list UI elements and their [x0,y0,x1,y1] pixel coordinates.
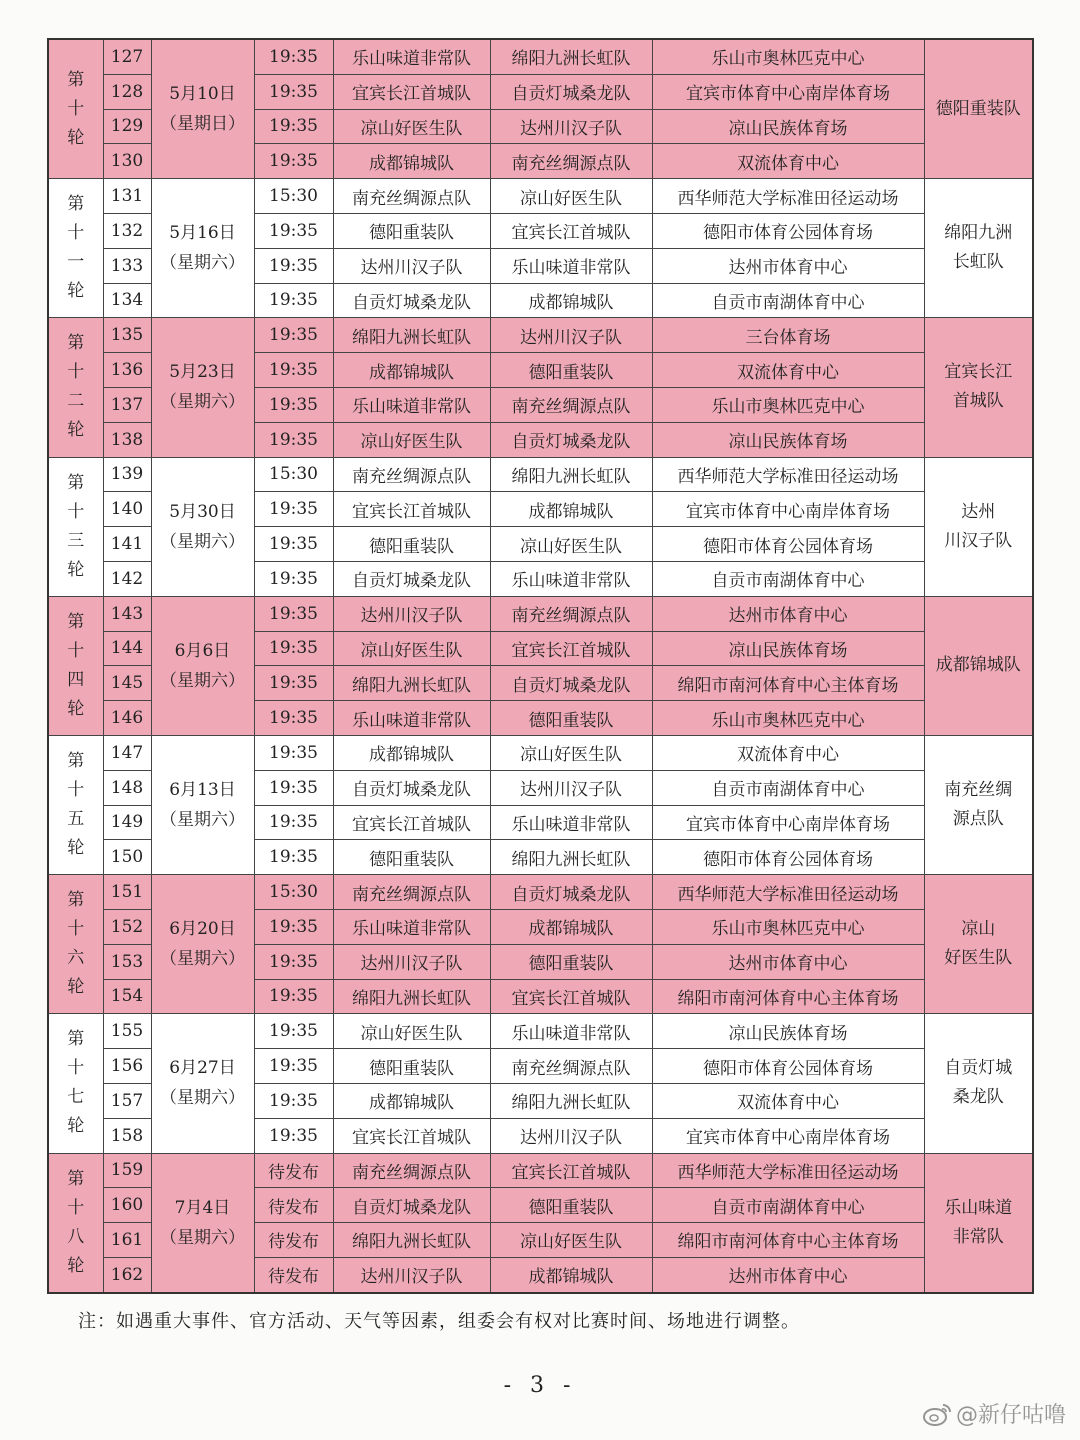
date-cell [151,457,254,596]
away-team: 凉山好医生队 [490,735,652,770]
match-number: 155 [103,1014,151,1049]
home-team: 宜宾长江首城队 [333,492,490,527]
kickoff-time: 19:35 [254,283,333,318]
away-team: 南充丝绸源点队 [490,387,652,422]
away-team: 自贡灯城桑龙队 [490,666,652,701]
home-team: 成都锦城队 [333,144,490,179]
kickoff-time: 19:35 [254,909,333,944]
away-team: 绵阳九洲长虹队 [490,1083,652,1118]
venue: 双流体育中心 [652,735,924,770]
bye-team-cell [924,1153,1033,1293]
match-number: 137 [103,387,151,422]
venue: 双流体育中心 [652,144,924,179]
home-team: 凉山好医生队 [333,631,490,666]
kickoff-time: 19:35 [254,527,333,562]
date-cell [151,39,254,179]
venue: 三台体育场 [652,318,924,353]
match-number: 127 [103,39,151,74]
match-weekday: （星期六） [160,1088,245,1109]
home-team: 达州川汉子队 [333,944,490,979]
venue: 乐山市奥林匹克中心 [652,701,924,736]
home-team: 宜宾长江首城队 [333,74,490,109]
match-number: 134 [103,283,151,318]
home-team: 成都锦城队 [333,1083,490,1118]
away-team: 南充丝绸源点队 [490,596,652,631]
round-cell [48,39,103,179]
bye-team: 成都锦城队 [935,655,1021,676]
venue: 达州市体育中心 [652,944,924,979]
bye-team: 非常队 [952,1226,1004,1247]
venue: 凉山民族体育场 [652,1014,924,1049]
match-date: 6月6日 [174,640,231,661]
kickoff-time: 19:35 [254,735,333,770]
bye-team: 德阳重装队 [935,98,1021,119]
venue: 西华师范大学标准田径运动场 [652,1153,924,1188]
kickoff-time: 19:35 [254,1118,333,1153]
match-number: 128 [103,74,151,109]
bye-team-cell [924,457,1033,596]
venue: 宜宾市体育中心南岸体育场 [652,805,924,840]
home-team: 绵阳九洲长虹队 [333,666,490,701]
date-cell [151,1014,254,1153]
table-row [48,457,1033,492]
venue: 自贡市南湖体育中心 [652,561,924,596]
away-team: 乐山味道非常队 [490,805,652,840]
bye-team-cell [924,318,1033,457]
match-number: 161 [103,1223,151,1258]
match-number: 136 [103,353,151,388]
round-label: 第十六轮 [67,890,85,998]
home-team: 自贡灯城桑龙队 [333,1188,490,1223]
home-team: 绵阳九洲长虹队 [333,979,490,1014]
home-team: 德阳重装队 [333,840,490,875]
bye-team: 桑龙队 [952,1087,1004,1108]
table-row [48,1153,1033,1188]
watermark-text: @新仔咕噜 [955,1403,1066,1428]
match-number: 147 [103,735,151,770]
home-team: 成都锦城队 [333,353,490,388]
venue: 双流体育中心 [652,353,924,388]
bye-team: 好医生队 [944,948,1013,969]
away-team: 成都锦城队 [490,909,652,944]
venue: 乐山市奥林匹克中心 [652,387,924,422]
bye-team-cell [924,596,1033,735]
match-number: 159 [103,1153,151,1188]
venue: 西华师范大学标准田径运动场 [652,875,924,910]
watermark [922,1398,1066,1429]
match-number: 150 [103,840,151,875]
round-cell [48,875,103,1014]
venue: 达州市体育中心 [652,248,924,283]
match-number: 153 [103,944,151,979]
match-number: 152 [103,909,151,944]
bye-team: 自贡灯城 [944,1058,1013,1079]
match-number: 158 [103,1118,151,1153]
table-row [48,596,1033,631]
venue: 宜宾市体育中心南岸体育场 [652,492,924,527]
match-weekday: （星期六） [160,392,245,413]
bye-team: 凉山 [961,919,996,940]
away-team: 达州川汉子队 [490,109,652,144]
kickoff-time: 19:35 [254,701,333,736]
home-team: 德阳重装队 [333,527,490,562]
match-number: 162 [103,1257,151,1292]
venue: 乐山市奥林匹克中心 [652,909,924,944]
bye-team-cell [924,1014,1033,1153]
match-date: 6月27日 [169,1058,236,1079]
table-row [48,735,1033,770]
away-team: 乐山味道非常队 [490,248,652,283]
match-number: 145 [103,666,151,701]
match-weekday: （星期日） [160,114,245,135]
match-number: 132 [103,213,151,248]
away-team: 自贡灯城桑龙队 [490,422,652,457]
kickoff-time: 19:35 [254,353,333,388]
venue: 西华师范大学标准田径运动场 [652,457,924,492]
kickoff-time: 19:35 [254,74,333,109]
kickoff-time: 19:35 [254,387,333,422]
kickoff-time: 15:30 [254,457,333,492]
home-team: 乐山味道非常队 [333,909,490,944]
kickoff-time: 19:35 [254,561,333,596]
bye-team: 宜宾长江 [944,362,1013,383]
home-team: 凉山好医生队 [333,422,490,457]
away-team: 自贡灯城桑龙队 [490,74,652,109]
match-date: 5月23日 [169,362,236,383]
match-weekday: （星期六） [160,949,245,970]
match-number: 135 [103,318,151,353]
away-team: 宜宾长江首城队 [490,979,652,1014]
round-cell [48,457,103,596]
footnote: 注：如遇重大事件、官方活动、天气等因素，组委会有权对比赛时间、场地进行调整。 [78,1311,800,1332]
away-team: 南充丝绸源点队 [490,1049,652,1084]
away-team: 乐山味道非常队 [490,561,652,596]
match-weekday: （星期六） [160,810,245,831]
kickoff-time: 19:35 [254,1014,333,1049]
home-team: 成都锦城队 [333,735,490,770]
away-team: 宜宾长江首城队 [490,213,652,248]
date-cell [151,318,254,457]
match-weekday: （星期六） [160,253,245,274]
kickoff-time: 19:35 [254,666,333,701]
venue: 德阳市体育公园体育场 [652,840,924,875]
home-team: 自贡灯城桑龙队 [333,283,490,318]
venue: 宜宾市体育中心南岸体育场 [652,74,924,109]
away-team: 德阳重装队 [490,353,652,388]
home-team: 南充丝绸源点队 [333,1153,490,1188]
match-date: 5月30日 [169,501,236,522]
round-label: 第十三轮 [67,472,85,580]
away-team: 成都锦城队 [490,283,652,318]
home-team: 宜宾长江首城队 [333,1118,490,1153]
match-number: 133 [103,248,151,283]
home-team: 凉山好医生队 [333,1014,490,1049]
round-label: 第十八轮 [67,1168,85,1276]
away-team: 凉山好医生队 [490,179,652,214]
match-number: 141 [103,527,151,562]
away-team: 绵阳九洲长虹队 [490,39,652,74]
bye-team-cell [924,875,1033,1014]
date-cell [151,596,254,735]
kickoff-time: 19:35 [254,1049,333,1084]
venue: 凉山民族体育场 [652,109,924,144]
kickoff-time: 待发布 [254,1223,333,1258]
match-date: 6月20日 [169,919,236,940]
venue: 自贡市南湖体育中心 [652,770,924,805]
bye-team-cell [924,735,1033,874]
match-number: 131 [103,179,151,214]
kickoff-time: 19:35 [254,596,333,631]
away-team: 达州川汉子队 [490,770,652,805]
home-team: 乐山味道非常队 [333,701,490,736]
kickoff-time: 19:35 [254,631,333,666]
bye-team: 首城队 [952,391,1004,412]
home-team: 德阳重装队 [333,1049,490,1084]
date-cell [151,735,254,874]
kickoff-time: 19:35 [254,770,333,805]
date-cell [151,179,254,318]
match-number: 138 [103,422,151,457]
round-cell [48,179,103,318]
venue: 德阳市体育公园体育场 [652,527,924,562]
match-number: 130 [103,144,151,179]
round-label: 第十七轮 [67,1029,85,1137]
bye-team: 源点队 [952,809,1004,830]
bye-team: 绵阳九洲 [944,223,1013,244]
away-team: 南充丝绸源点队 [490,144,652,179]
away-team: 德阳重装队 [490,1188,652,1223]
bye-team-cell [924,39,1033,179]
bye-team: 川汉子队 [944,530,1013,551]
away-team: 达州川汉子队 [490,318,652,353]
venue: 达州市体育中心 [652,1257,924,1292]
match-number: 148 [103,770,151,805]
away-team: 绵阳九洲长虹队 [490,840,652,875]
schedule-table [47,38,1034,1294]
away-team: 乐山味道非常队 [490,1014,652,1049]
away-team: 成都锦城队 [490,1257,652,1292]
match-date: 5月10日 [169,84,236,105]
venue: 绵阳市南河体育中心主体育场 [652,666,924,701]
kickoff-time: 19:35 [254,144,333,179]
bye-team: 长虹队 [952,252,1004,273]
table-row [48,179,1033,214]
kickoff-time: 19:35 [254,492,333,527]
venue: 德阳市体育公园体育场 [652,213,924,248]
home-team: 达州川汉子队 [333,1257,490,1292]
away-team: 德阳重装队 [490,944,652,979]
venue: 绵阳市南河体育中心主体育场 [652,1223,924,1258]
match-date: 5月16日 [169,223,236,244]
kickoff-time: 19:35 [254,109,333,144]
table-row [48,39,1033,74]
match-number: 157 [103,1083,151,1118]
venue: 西华师范大学标准田径运动场 [652,179,924,214]
home-team: 乐山味道非常队 [333,387,490,422]
kickoff-time: 待发布 [254,1188,333,1223]
match-number: 154 [103,979,151,1014]
away-team: 达州川汉子队 [490,1118,652,1153]
kickoff-time: 19:35 [254,944,333,979]
date-cell [151,1153,254,1293]
kickoff-time: 19:35 [254,805,333,840]
match-number: 142 [103,561,151,596]
match-date: 7月4日 [174,1197,231,1218]
venue: 凉山民族体育场 [652,422,924,457]
bye-team: 南充丝绸 [944,780,1013,801]
home-team: 德阳重装队 [333,213,490,248]
weibo-logo-icon [922,1400,952,1428]
match-weekday: （星期六） [160,1227,245,1248]
away-team: 自贡灯城桑龙队 [490,875,652,910]
away-team: 绵阳九洲长虹队 [490,457,652,492]
kickoff-time: 19:35 [254,1083,333,1118]
away-team: 宜宾长江首城队 [490,1153,652,1188]
match-weekday: （星期六） [160,670,245,691]
kickoff-time: 19:35 [254,39,333,74]
bye-team: 达州 [961,501,996,522]
venue: 德阳市体育公园体育场 [652,1049,924,1084]
home-team: 绵阳九洲长虹队 [333,318,490,353]
match-date: 6月13日 [169,780,236,801]
round-label: 第十一轮 [67,194,85,302]
venue: 绵阳市南河体育中心主体育场 [652,979,924,1014]
match-number: 140 [103,492,151,527]
away-team: 凉山好医生队 [490,1223,652,1258]
home-team: 自贡灯城桑龙队 [333,561,490,596]
away-team: 成都锦城队 [490,492,652,527]
kickoff-time: 19:35 [254,318,333,353]
kickoff-time: 待发布 [254,1153,333,1188]
match-number: 156 [103,1049,151,1084]
match-number: 151 [103,875,151,910]
match-number: 139 [103,457,151,492]
round-label: 第十轮 [67,69,85,148]
match-number: 149 [103,805,151,840]
away-team: 凉山好医生队 [490,527,652,562]
round-label: 第十二轮 [67,333,85,441]
bye-team: 乐山味道 [944,1197,1013,1218]
match-number: 143 [103,596,151,631]
round-cell [48,1014,103,1153]
table-row [48,318,1033,353]
round-label: 第十五轮 [67,751,85,859]
venue: 自贡市南湖体育中心 [652,283,924,318]
home-team: 凉山好医生队 [333,109,490,144]
table-row [48,1014,1033,1049]
table-row [48,875,1033,910]
kickoff-time: 15:30 [254,875,333,910]
venue: 乐山市奥林匹克中心 [652,39,924,74]
match-number: 129 [103,109,151,144]
round-cell [48,735,103,874]
home-team: 宜宾长江首城队 [333,805,490,840]
home-team: 南充丝绸源点队 [333,875,490,910]
round-cell [48,1153,103,1293]
match-number: 146 [103,701,151,736]
home-team: 南充丝绸源点队 [333,457,490,492]
bye-team-cell [924,179,1033,318]
kickoff-time: 19:35 [254,422,333,457]
venue: 双流体育中心 [652,1083,924,1118]
kickoff-time: 待发布 [254,1257,333,1292]
kickoff-time: 19:35 [254,213,333,248]
kickoff-time: 19:35 [254,979,333,1014]
round-cell [48,318,103,457]
home-team: 南充丝绸源点队 [333,179,490,214]
home-team: 自贡灯城桑龙队 [333,770,490,805]
home-team: 达州川汉子队 [333,248,490,283]
match-number: 144 [103,631,151,666]
page-number: - 3 - [503,1373,577,1398]
away-team: 德阳重装队 [490,701,652,736]
venue: 自贡市南湖体育中心 [652,1188,924,1223]
kickoff-time: 15:30 [254,179,333,214]
home-team: 乐山味道非常队 [333,39,490,74]
venue: 凉山民族体育场 [652,631,924,666]
away-team: 宜宾长江首城队 [490,631,652,666]
home-team: 绵阳九洲长虹队 [333,1223,490,1258]
kickoff-time: 19:35 [254,840,333,875]
venue: 达州市体育中心 [652,596,924,631]
kickoff-time: 19:35 [254,248,333,283]
match-weekday: （星期六） [160,531,245,552]
schedule-body [48,39,1033,1293]
venue: 宜宾市体育中心南岸体育场 [652,1118,924,1153]
round-cell [48,596,103,735]
date-cell [151,875,254,1014]
round-label: 第十四轮 [67,611,85,719]
home-team: 达州川汉子队 [333,596,490,631]
match-number: 160 [103,1188,151,1223]
